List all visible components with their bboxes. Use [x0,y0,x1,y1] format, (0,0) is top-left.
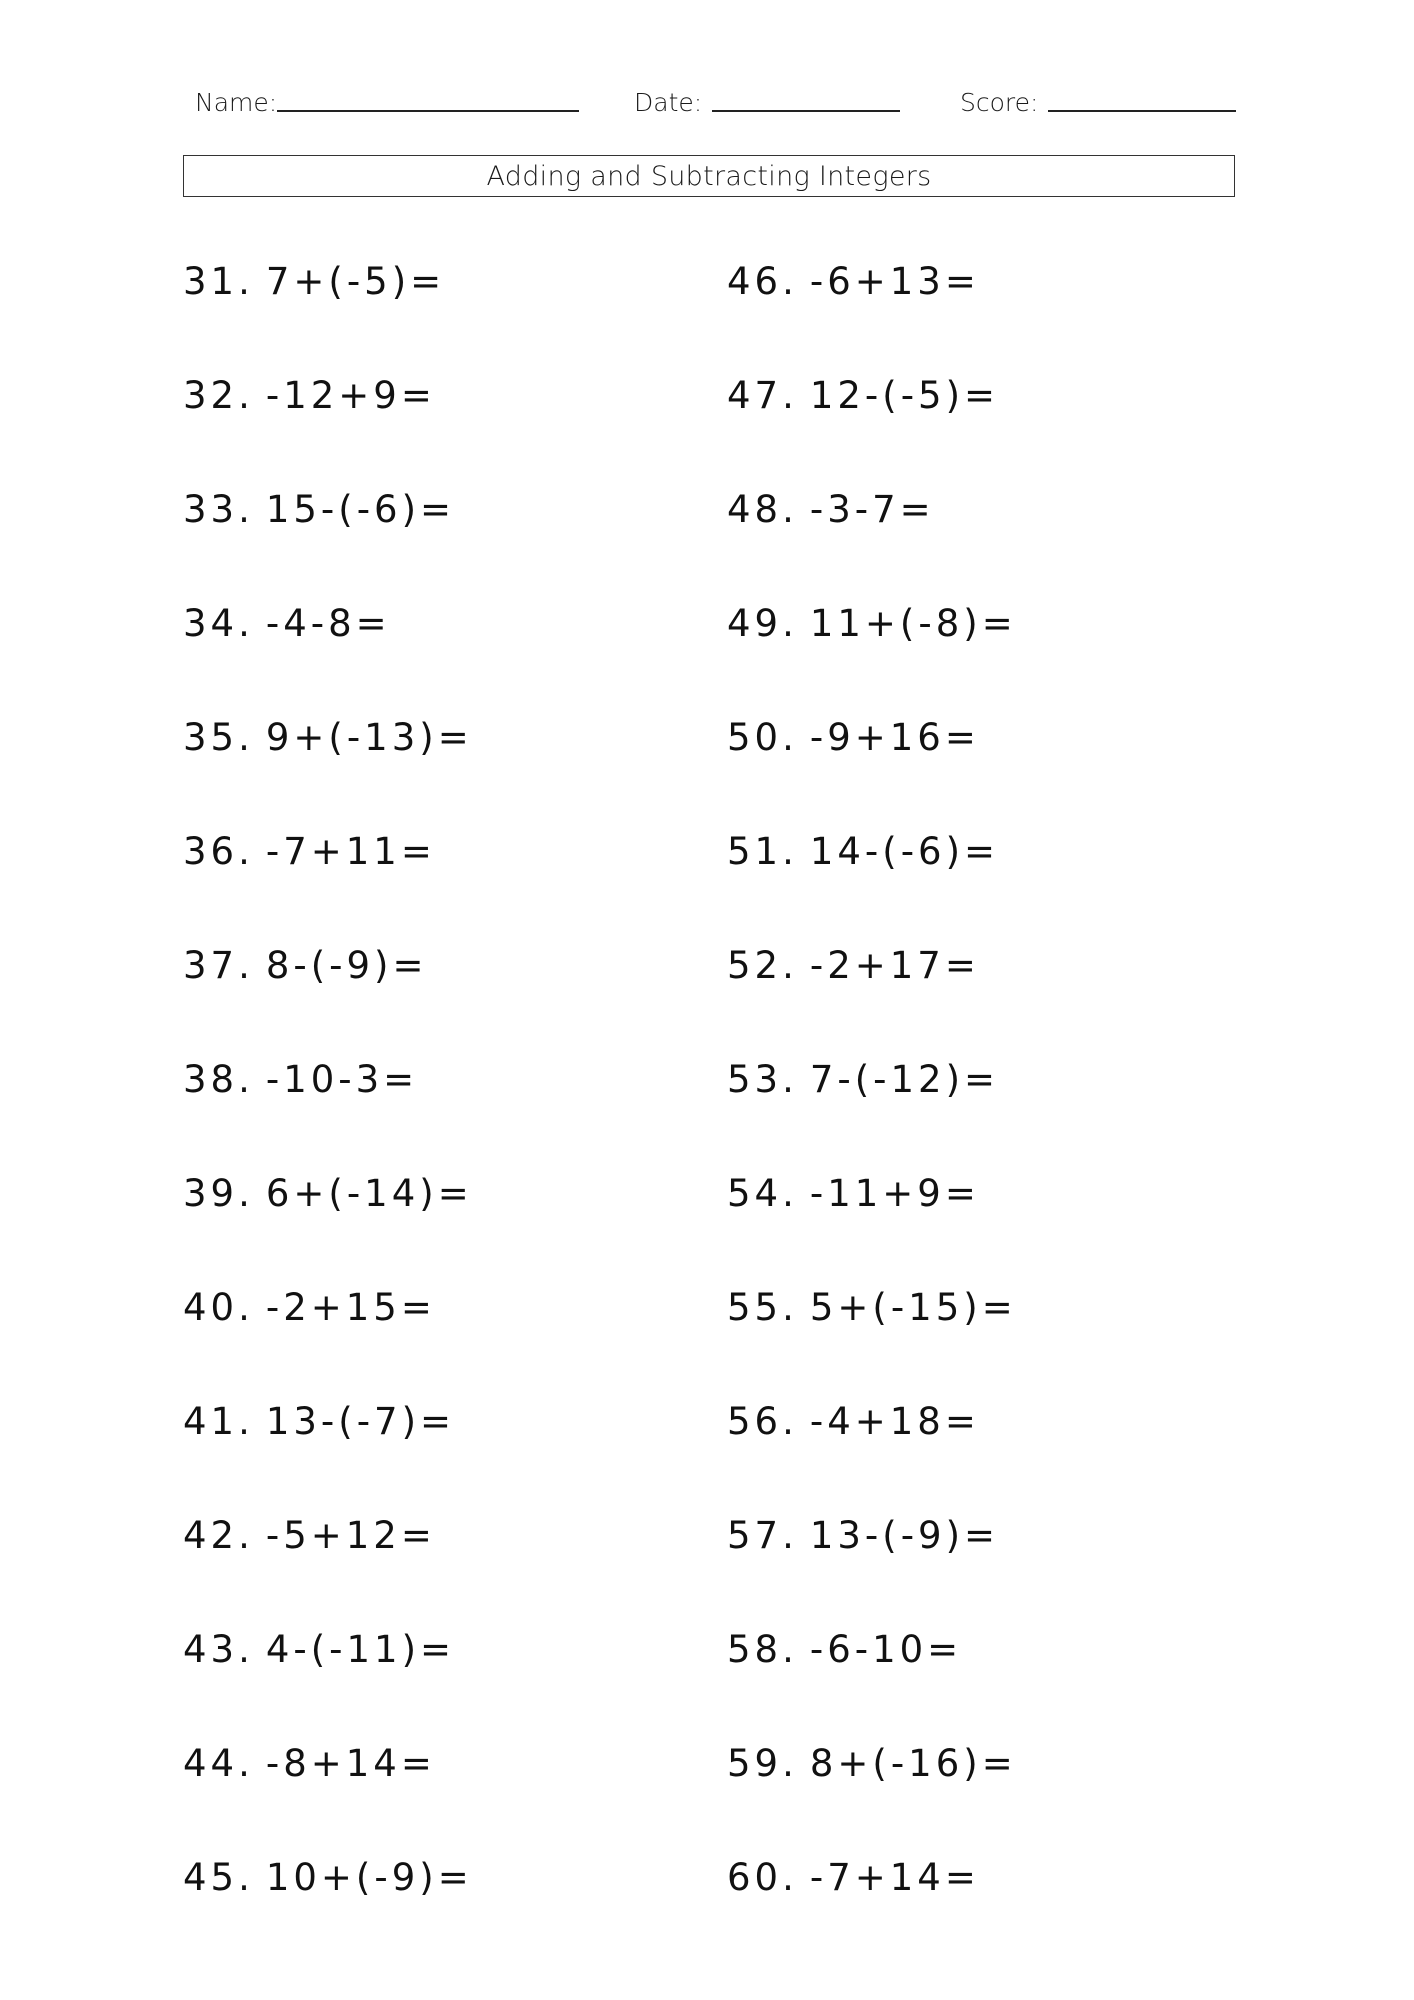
problem-expression: 10+(-9)= [265,1856,473,1899]
problem-number: 33. [183,488,254,531]
problem-number: 59. [727,1742,798,1785]
problem-41 [183,1397,455,1447]
problem-number: 53. [727,1058,798,1101]
problem-34 [183,599,391,649]
problem-38 [183,1055,418,1105]
problem-number: 49. [727,602,798,645]
problem-47 [727,371,999,421]
problem-number: 55. [727,1286,798,1329]
date-field[interactable] [634,84,900,118]
problem-expression: -3-7= [809,488,935,531]
problem-expression: 8+(-16)= [809,1742,1017,1785]
problem-51 [727,827,999,877]
problem-number: 51. [727,830,798,873]
problem-57 [727,1511,999,1561]
problem-number: 37. [183,944,254,987]
problem-50 [727,713,980,763]
problem-expression: 8-(-9)= [265,944,428,987]
problem-expression: 9+(-13)= [265,716,473,759]
problem-number: 48. [727,488,798,531]
problem-number: 46. [727,260,798,303]
problem-number: 36. [183,830,254,873]
problem-expression: -12+9= [265,374,436,417]
problem-expression: -7+11= [265,830,436,873]
problem-36 [183,827,436,877]
problem-number: 57. [727,1514,798,1557]
problem-expression: 5+(-15)= [809,1286,1017,1329]
score-blank-line[interactable] [1048,82,1236,112]
problem-expression: 13-(-7)= [265,1400,456,1443]
problem-expression: -4-8= [265,602,391,645]
problem-number: 47. [727,374,798,417]
problem-31 [183,257,445,307]
problem-number: 56. [727,1400,798,1443]
problem-expression: 7-(-12)= [809,1058,1000,1101]
problem-expression: 7+(-5)= [265,260,446,303]
problem-number: 58. [727,1628,798,1671]
problem-number: 31. [183,260,254,303]
problem-number: 38. [183,1058,254,1101]
problem-35 [183,713,473,763]
problem-expression: -6-10= [809,1628,963,1671]
problem-number: 54. [727,1172,798,1215]
problem-expression: -7+14= [809,1856,980,1899]
problem-number: 34. [183,602,254,645]
problem-expression: 15-(-6)= [265,488,456,531]
worksheet-title: Adding and Subtracting Integers [486,160,932,192]
problem-number: 60. [727,1856,798,1899]
problem-expression: -2+17= [809,944,980,987]
problem-37 [183,941,428,991]
date-label: Date: [634,88,703,117]
problem-expression: -10-3= [265,1058,419,1101]
problem-number: 40. [183,1286,254,1329]
problem-43 [183,1625,455,1675]
problem-expression: -6+13= [809,260,980,303]
name-blank-line[interactable] [277,82,579,112]
problem-number: 32. [183,374,254,417]
problem-expression: -8+14= [265,1742,436,1785]
problem-49 [727,599,1017,649]
problem-number: 44. [183,1742,254,1785]
problem-54 [727,1169,980,1219]
problem-number: 42. [183,1514,254,1557]
problem-number: 41. [183,1400,254,1443]
problem-expression: 6+(-14)= [265,1172,473,1215]
problem-expression: -2+15= [265,1286,436,1329]
problem-expression: 11+(-8)= [809,602,1017,645]
problem-number: 43. [183,1628,254,1671]
problem-number: 52. [727,944,798,987]
problem-46 [727,257,980,307]
problem-expression: 12-(-5)= [809,374,1000,417]
problem-number: 35. [183,716,254,759]
problem-33 [183,485,455,535]
name-field[interactable] [195,84,579,118]
problem-56 [727,1397,980,1447]
problem-expression: -9+16= [809,716,980,759]
problem-40 [183,1283,436,1333]
problem-60 [727,1853,980,1903]
problem-48 [727,485,935,535]
problem-42 [183,1511,436,1561]
worksheet-title-box [183,155,1235,197]
problem-number: 50. [727,716,798,759]
problem-number: 45. [183,1856,254,1899]
problem-39 [183,1169,473,1219]
problem-32 [183,371,436,421]
problem-55 [727,1283,1017,1333]
score-field[interactable] [960,84,1236,118]
problem-expression: 4-(-11)= [265,1628,456,1671]
problem-45 [183,1853,473,1903]
problem-52 [727,941,980,991]
name-label: Name: [195,88,278,117]
problem-53 [727,1055,999,1105]
problem-expression: -4+18= [809,1400,980,1443]
problem-44 [183,1739,436,1789]
problem-expression: 14-(-6)= [809,830,1000,873]
problem-58 [727,1625,962,1675]
problem-expression: -5+12= [265,1514,436,1557]
problem-number: 39. [183,1172,254,1215]
score-label: Score: [960,88,1039,117]
date-blank-line[interactable] [712,82,900,112]
problem-59 [727,1739,1017,1789]
problem-expression: 13-(-9)= [809,1514,1000,1557]
problem-expression: -11+9= [809,1172,980,1215]
